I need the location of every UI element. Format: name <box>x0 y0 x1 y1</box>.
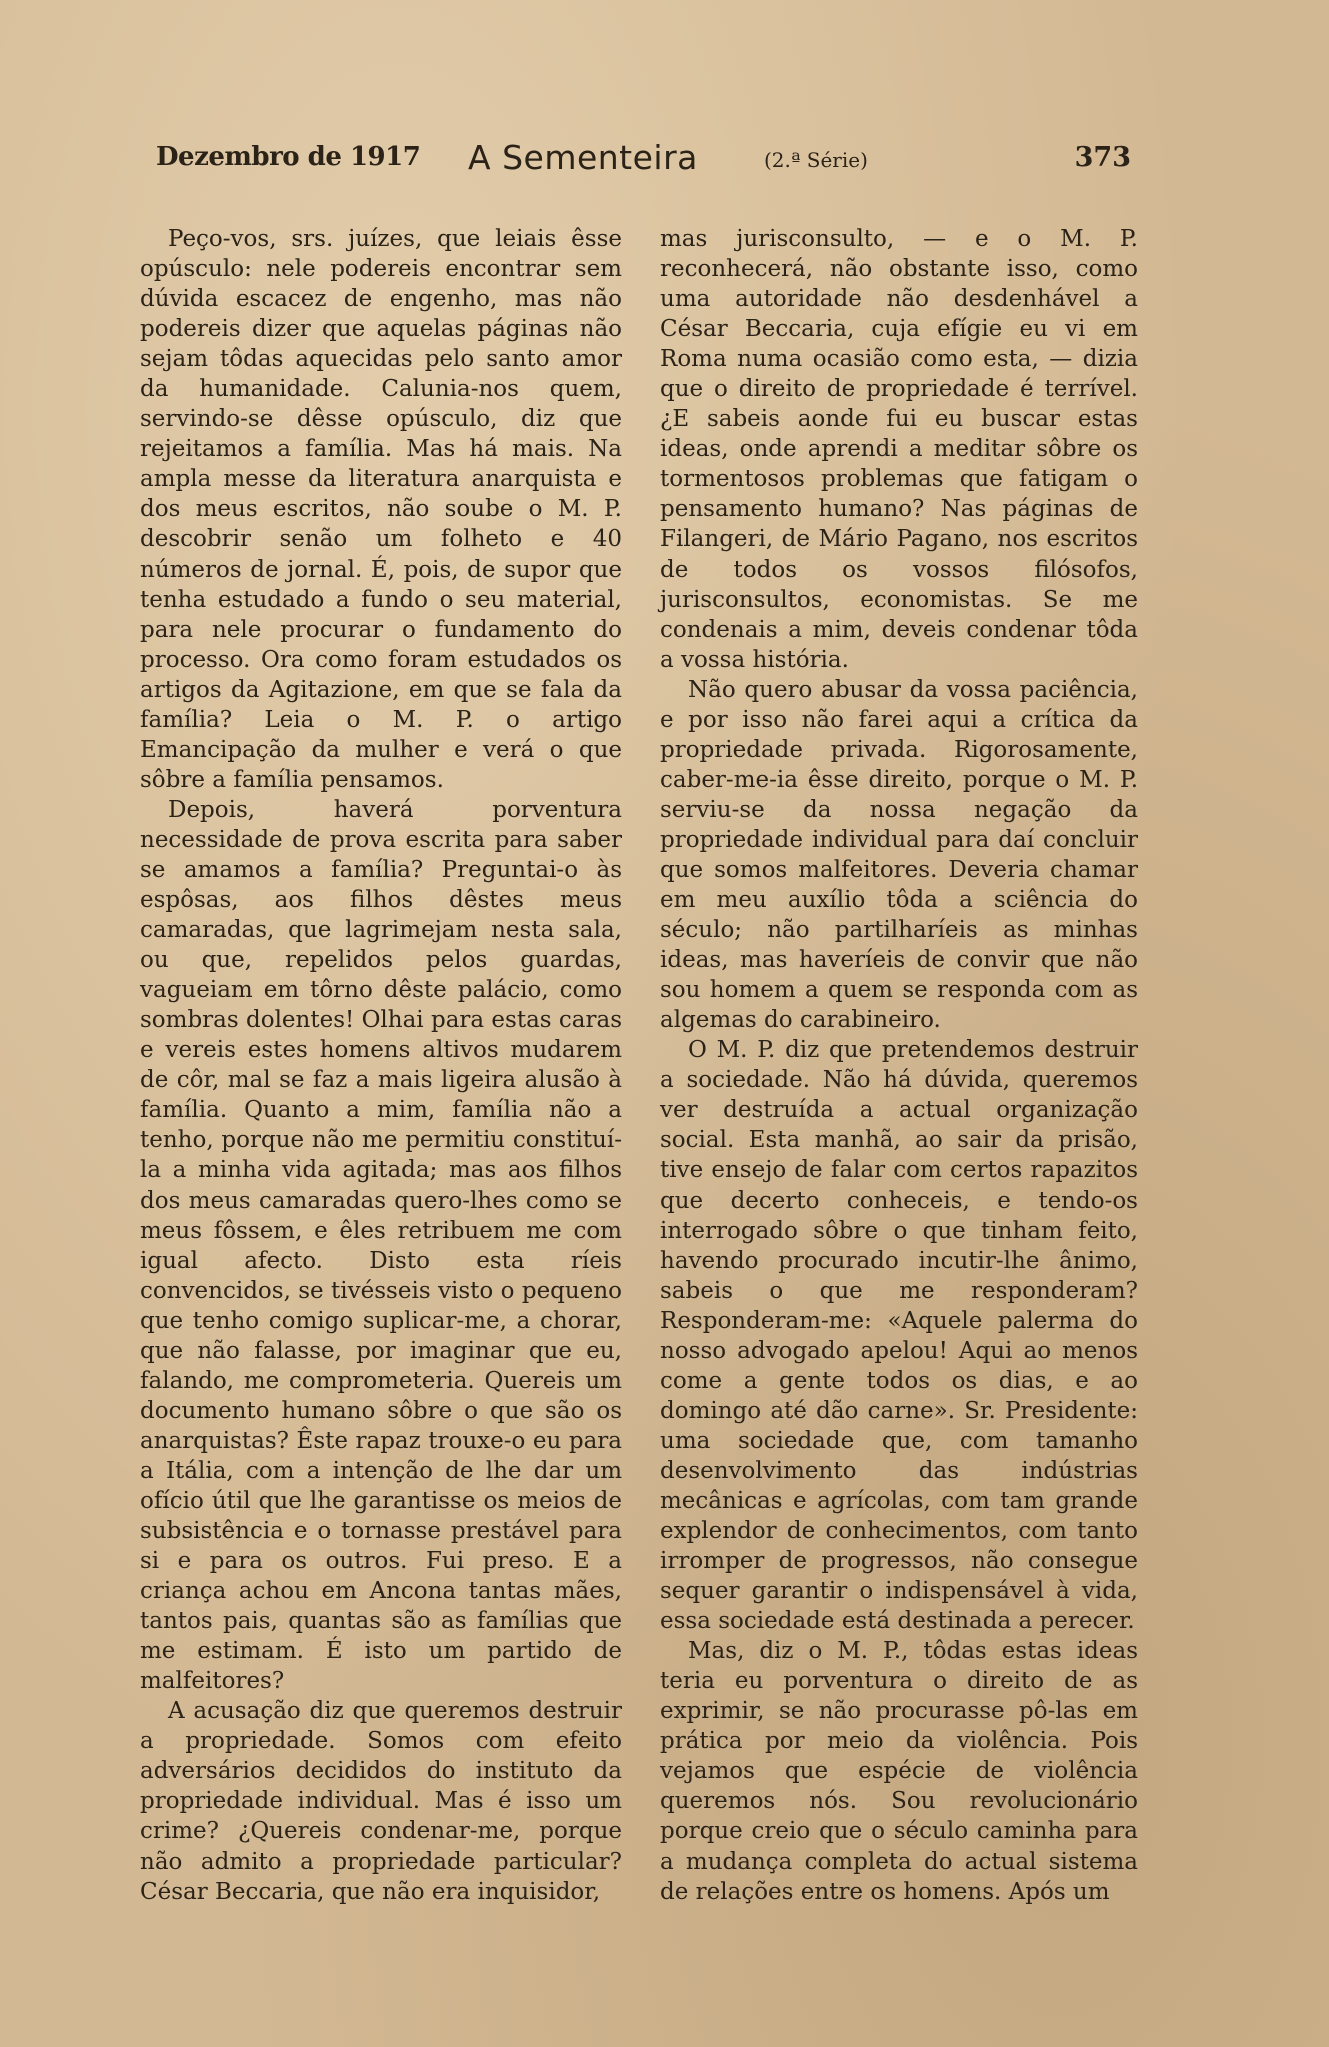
paragraph: O M. P. diz que pretendemos destruir a sociedade. Não há dúvida, queremos ver destruída a actual organização social. Esta manhã, ao sair da prisão, tive ensejo de falar com certos rapazitos que decerto conheceis, e tendo-os interrogado sôbre o que tinham feito, havendo procurado incutir-lhe ânimo, sabeis o que me responderam? Responderam-me: «Aquele palerma do nosso advogado apelou! Aqui ao menos come a gente todos os dias, e ao domingo até dão carne». Sr. Presidente: uma sociedade que, com tamanho desenvolvimento das indústrias mecânicas e agrícolas, com tam grande explendor de conhecimentos, com tanto irromper de progressos, não consegue sequer garantir o indispensável à vida, essa sociedade está destinada a perecer. <box>660 1037 1138 1635</box>
series-label: (2.ª Série) <box>764 148 868 172</box>
paragraph: Peço-vos, srs. juízes, que leiais êsse opúsculo: nele podereis encontrar sem dúvida escacez de engenho, mas não podereis dizer que aquelas páginas não sejam tôdas aquecidas pelo santo amor da humanidade. Calunia-nos quem, servindo-se dêsse opúsculo, diz que rejeitamos a família. Mas há mais. Na ampla messe da literatura anarquista e dos meus escritos, não soube o M. P. descobrir senão um folheto e 40 números de jornal. É, pois, de supor que tenha estudado a fundo o seu material, para nele procurar o fundamento do processo. Ora como foram estudados os artigos da Agitazione, em que se fala da família? Leia o M. P. o artigo Emancipação da mulher e verá o que sôbre a família pensamos. <box>140 226 622 793</box>
publication-title: A Sementeira <box>468 138 698 177</box>
paragraph: Mas, diz o M. P., tôdas estas ideas teria eu porventura o direito de as exprimir, se não procurasse pô-las em prática por meio da violência. Pois vejamos que espécie de violência queremos nós. Sou revolucionário porque creio que o século caminha para a mudança completa do actual sistema de relações entre os homens. Após um <box>660 1638 1138 1905</box>
paragraph: A acusação diz que queremos destruir a propriedade. Somos com efeito adversários decididos do instituto da propriedade individual. Mas é isso um crime? ¿Quereis condenar-me, porque não admito a propriedade particular? César Beccaria, que não era inquisidor, <box>140 1698 622 1905</box>
page-number: 373 <box>1074 142 1131 173</box>
issue-date: Dezembro de 1917 <box>156 142 421 172</box>
paragraph: Não quero abusar da vossa paciência, e por isso não farei aqui a crítica da propriedade privada. Rigorosamente, caber-me-ia êsse direito, porque o M. P. serviu-se da nossa negação da propriedade individual para daí concluir que somos malfeitores. Deveria chamar em meu auxílio tôda a sciência do século; não partilharíeis as minhas ideas, mas haveríeis de convir que não sou homem a quem se responda com as algemas do carabineiro. <box>660 676 1138 1034</box>
left-column <box>140 224 622 1907</box>
right-column <box>660 224 1138 1907</box>
page-header <box>150 138 1135 188</box>
paragraph-continuation: mas jurisconsulto, — e o M. P. reconhecerá, não obstante isso, como uma autoridade não desdenhável a César Beccaria, cuja efígie eu vi em Roma numa ocasião como esta, — dizia que o direito de propriedade é terrível. ¿E sabeis aonde fui eu buscar estas ideas, onde aprendi a meditar sôbre os tormentosos problemas que fatigam o pensamento humano? Nas páginas de Filangeri, de Mário Pagano, nos escritos de todos os vossos filósofos, jurisconsultos, economistas. Se me condenais a mim, deveis condenar tôda a vossa história. <box>660 226 1138 673</box>
paragraph: Depois, haverá porventura necessidade de prova escrita para saber se amamos a família? Preguntai-o às espôsas, aos filhos dêstes meus camaradas, que lagrimejam nesta sala, ou que, repelidos pelos guardas, vagueiam em tôrno dêste palácio, como sombras dolentes! Olhai para estas caras e vereis estes homens altivos mudarem de côr, mal se faz a mais ligeira alusão à família. Quanto a mim, família não a tenho, porque não me permitiu constituí-la a minha vida agitada; mas aos filhos dos meus camaradas quero-lhes como se meus fôssem, e êles retribuem me com igual afecto. Disto esta ríeis convencidos, se tivésseis visto o pequeno que tenho comigo suplicar-me, a chorar, que não falasse, por imaginar que eu, falando, me comprometeria. Quereis um documento humano sôbre o que são os anarquistas? Êste rapaz trouxe-o eu para a Itália, com a intenção de lhe dar um ofício útil que lhe garantisse os meios de subsistência e o tornasse prestável para si e para os outros. Fui preso. E a criança achou em Ancona tantas mães, tantos pais, quantas são as famílias que me estimam. É isto um partido de malfeitores? <box>140 796 623 1695</box>
